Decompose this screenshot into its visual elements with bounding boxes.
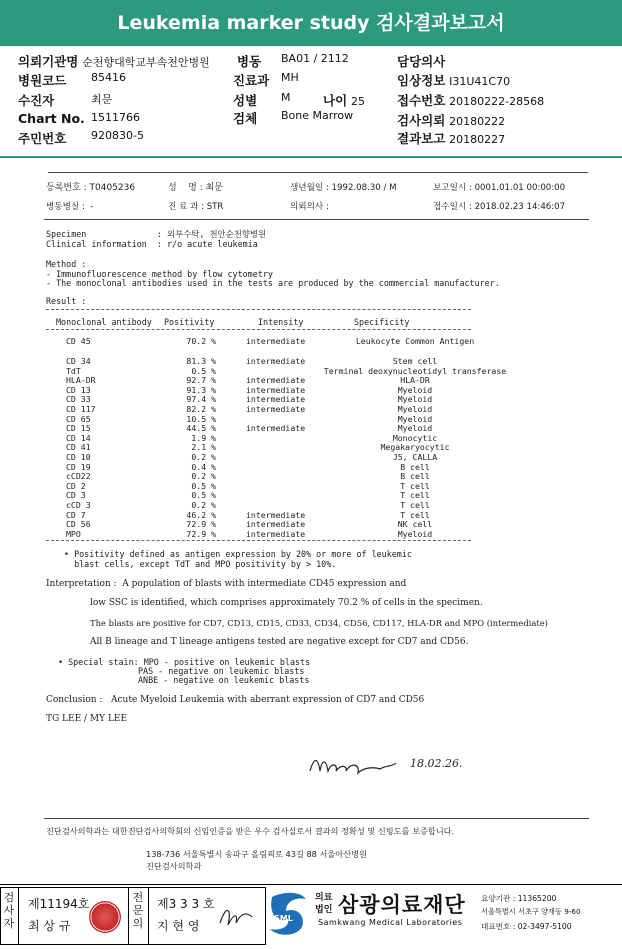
positivity-cell: 91.3 % [186, 384, 216, 395]
specificity-cell: B cell [400, 461, 430, 472]
table-top-rule [46, 309, 471, 310]
antibody-cell: CD 2 [66, 480, 86, 491]
antibody-cell: CD 41 [66, 442, 91, 453]
specificity-cell: T cell [400, 509, 430, 520]
col-header-positivity: Positivity [164, 317, 215, 327]
specificity-cell: B cell [400, 471, 430, 482]
intensity-cell: intermediate [246, 528, 306, 539]
antibody-cell: CD 14 [66, 432, 91, 443]
report-title-banner: Leukemia marker study 검사결과보고서 [0, 0, 622, 46]
doctor-label: 담당의사 [397, 54, 446, 69]
contact-line-2: 서울특별시 서초구 양재동 9-60 [481, 907, 581, 916]
interpretation-4: All B lineage and T lineage antigens tested are negative except for CD7 and CD56. [90, 637, 469, 647]
patient-label: 수진자 [18, 93, 55, 108]
reg-no: 등록번호 : T0405236 [46, 183, 136, 193]
handwritten-signature [308, 753, 398, 779]
positivity-note-1: • Positivity defined as antigen expression by 20% or more of leukemic [64, 549, 412, 559]
intensity-cell: intermediate [246, 375, 306, 386]
sex-label: 성별 [233, 93, 258, 108]
col-header-intensity: Intensity [258, 317, 304, 327]
specificity-cell: Terminal deoxynucleotidyl transferase [323, 365, 507, 376]
lab-report-sheet [28, 163, 596, 836]
specimen-label: 검체 [233, 111, 258, 126]
specificity-cell: Megakaryocytic [380, 442, 450, 453]
positivity-cell: 2.1 % [191, 442, 216, 453]
inspector-label: 검사자 [3, 891, 15, 930]
specificity-cell: Myeloid [397, 528, 433, 539]
patient-name: 성 명 : 최문 [168, 183, 223, 193]
intensity-cell: intermediate [246, 519, 306, 530]
specificity-cell: Myeloid [397, 404, 433, 414]
age-label: 나이 [323, 93, 348, 108]
positivity-cell: 46.2 % [186, 509, 216, 520]
chart-label: Chart No. [18, 111, 85, 126]
request-label: 검사의뢰 [397, 113, 446, 128]
footer-divider-3 [148, 887, 149, 945]
table-bottom-rule [46, 540, 471, 541]
lab-address: 138-736 서울특별시 송파구 올림픽로 43길 88 서울아산병원 [146, 849, 367, 859]
intensity-cell: intermediate [246, 336, 306, 346]
foundation-english: Samkwang Medical Laboratories [318, 918, 463, 927]
specialist-label: 전문의 [132, 891, 144, 930]
positivity-cell: 0.5 % [191, 365, 216, 376]
birth-date: 생년월일 : 1992.08.30 / M [290, 183, 397, 193]
sml-logo-text: SML [274, 914, 293, 923]
clinical-info-field [397, 71, 510, 89]
positivity-cell: 0.4 % [191, 461, 216, 472]
sex-value: M [281, 91, 291, 104]
positivity-cell: 0.2 % [191, 471, 216, 482]
resident-id-field [18, 129, 144, 147]
method-line-1: - Immunofluorescence method by flow cytometry [46, 269, 273, 279]
antibody-cell: CD 33 [66, 394, 91, 405]
special-stain-2: PAS - negative on leukemic blasts [138, 666, 305, 676]
report-label: 결과보고 [397, 131, 446, 146]
interpretation-1: Interpretation : A population of blasts with intermediate CD45 expression and [46, 579, 407, 589]
section-rule [44, 219, 589, 220]
header-rule [48, 172, 588, 173]
clinical-line: Clinical information : r/o acute leukemia [46, 239, 258, 249]
receipt-no-field [397, 91, 544, 109]
antibody-cell: CD 7 [66, 509, 86, 520]
antibody-cell: HLA-DR [66, 375, 96, 386]
positivity-cell: 0.2 % [191, 452, 216, 462]
antibody-cell: CD 15 [66, 423, 91, 434]
specificity-cell: T cell [400, 490, 430, 501]
inspector-name: 최 상 규 [28, 919, 71, 933]
antibody-cell: cCD22 [66, 471, 91, 482]
specificity-cell: Myeloid [397, 413, 433, 424]
age-field [323, 91, 365, 109]
intensity-cell: intermediate [246, 423, 306, 434]
positivity-cell: 72.9 % [186, 519, 216, 530]
positivity-cell: 1.9 % [191, 432, 216, 443]
positivity-cell: 70.2 % [186, 336, 216, 346]
antibody-cell: CD 10 [66, 452, 91, 462]
result-title: Result : [46, 296, 87, 306]
footer-divider [18, 887, 19, 945]
code-value: 85416 [91, 71, 126, 84]
interpretation-3: The blasts are positive for CD7, CD13, CD15, CD33, CD34, CD56, CD117, HLA-DR and MPO (intermediate) [90, 618, 548, 628]
specificity-cell: J5, CALLA [392, 452, 438, 462]
antibody-cell: CD 65 [66, 413, 91, 424]
dept-value: MH [281, 71, 299, 84]
specificity-cell: HLA-DR [400, 375, 430, 386]
chart-no-field [18, 111, 140, 126]
positivity-cell: 0.2 % [191, 500, 216, 510]
interpretation-2: low SSC is identified, which comprises approximately 70.2 % of cells in the specimen. [90, 598, 483, 608]
antibody-cell: CD 117 [66, 404, 96, 414]
sml-logo-icon [266, 889, 310, 939]
patient-name-field [18, 91, 113, 109]
specificity-cell: T cell [400, 480, 430, 491]
positivity-cell: 44.5 % [186, 423, 216, 434]
specificity-cell: Myeloid [397, 384, 433, 395]
contact-line-1: 요양기관 : 11365200 [481, 894, 557, 903]
certification-text: 진단검사의학과는 대한진단검사의학회의 신임인증을 받은 우수 검사실로서 결과의 정확성 및 신빙도를 보증합니다. [46, 826, 455, 836]
specificity-cell: Myeloid [397, 423, 433, 434]
intensity-cell: intermediate [246, 509, 306, 520]
antibody-cell: CD 19 [66, 461, 91, 472]
department: 진 료 과 : STR [168, 202, 224, 212]
code-label: 병원코드 [18, 73, 67, 88]
positivity-cell: 10.5 % [186, 413, 216, 424]
report-datetime: 보고일시 : 0001.01.01 00:00:00 [433, 183, 566, 193]
intensity-cell: intermediate [246, 394, 306, 405]
positivity-cell: 72.9 % [186, 528, 216, 539]
foundation-small-2: 법인 [315, 905, 333, 915]
antibody-cell: CD 3 [66, 490, 86, 501]
inspector-no: 제11194호 [28, 897, 90, 911]
id-label: 주민번호 [18, 131, 67, 146]
specimen-value: Bone Marrow [281, 109, 354, 122]
specificity-cell: Stem cell [392, 356, 438, 366]
id-value: 920830-5 [91, 129, 144, 142]
dept-label: 진료과 [233, 73, 270, 88]
hospital-field [18, 52, 210, 70]
antibody-cell: CD 34 [66, 356, 91, 366]
method-title: Method : [46, 259, 87, 269]
foundation-small-1: 의료 [315, 893, 333, 903]
footer-rule [44, 818, 589, 819]
lab-department: 진단검사의학과 [146, 861, 202, 871]
signers: TG LEE / MY LEE [46, 714, 128, 724]
specificity-cell: Myeloid [397, 394, 433, 405]
specimen-field [233, 109, 354, 127]
chart-value: 1511766 [91, 111, 140, 124]
antibody-cell: TdT [66, 365, 81, 376]
receipt-value: 20180222-28568 [449, 95, 545, 108]
method-line-2: - The monoclonal antibodies used in the tests are produced by the commercial manufacturer. [46, 278, 500, 288]
request-date-field [397, 111, 505, 129]
positivity-cell: 97.4 % [186, 394, 216, 405]
intensity-cell: intermediate [246, 404, 306, 414]
hospital-label: 의뢰기관명 [18, 54, 79, 69]
special-stain-1: • Special stain: MPO - positive on leukemic blasts [58, 657, 311, 667]
patient-value: 최문 [91, 93, 113, 106]
specificity-cell: NK cell [397, 519, 433, 530]
contact-line-3: 대표번호 : 02-3497-5100 [481, 922, 572, 931]
sex-field [233, 91, 291, 109]
positivity-cell: 81.3 % [186, 356, 216, 366]
intensity-cell: intermediate [246, 356, 306, 366]
ordering-doctor: 의뢰의사 : [290, 202, 329, 212]
receipt-label: 접수번호 [397, 93, 446, 108]
specialist-name: 지 현 영 [157, 919, 200, 933]
foundation-name: 삼광의료재단 [338, 893, 466, 917]
receipt-datetime: 접수일시 : 2018.02.23 14:46:07 [433, 202, 566, 212]
ward-room: 병동병실 : - [46, 202, 94, 212]
positivity-note-2: blast cells, except TdT and MPO positivity by > 10%. [64, 559, 337, 569]
hospital-value: 순천향대학교부속천안병원 [82, 56, 210, 69]
report-date-field [397, 129, 505, 147]
specialist-no: 제3 3 3 호 [157, 897, 215, 911]
report-value: 20180227 [449, 133, 506, 146]
specimen-line: Specimen : 외부수탁, 천안순천향병원 [46, 229, 267, 239]
ward-label: 병동 [237, 54, 262, 69]
col-header-specificity: Specificity [354, 317, 410, 327]
positivity-cell: 82.2 % [186, 404, 216, 414]
age-value: 25 [350, 95, 365, 108]
antibody-cell: cCD 3 [66, 500, 91, 510]
signature-date: 18.02.26. [410, 757, 463, 770]
hospital-code-field [18, 71, 126, 89]
antibody-cell: MPO [66, 528, 81, 539]
positivity-cell: 92.7 % [186, 375, 216, 386]
official-seal-icon [89, 901, 121, 933]
special-stain-3: ANBE - negative on leukemic blasts [138, 675, 310, 685]
positivity-cell: 0.5 % [191, 480, 216, 491]
footer-divider-2 [128, 887, 129, 945]
specialist-signature [216, 903, 256, 929]
clinical-value: I31U41C70 [449, 75, 511, 88]
ward-field [237, 52, 349, 70]
doctor-field [397, 52, 445, 70]
antibody-cell: CD 13 [66, 384, 91, 395]
positivity-cell: 0.5 % [191, 490, 216, 501]
patient-info-panel [0, 46, 622, 158]
dept-field [233, 71, 299, 89]
conclusion: Conclusion : Acute Myeloid Leukemia with aberrant expression of CD7 and CD56 [46, 695, 425, 705]
antibody-cell: CD 56 [66, 519, 91, 530]
col-header-antibody: Monoclonal antibody [56, 317, 152, 327]
specificity-cell: T cell [400, 500, 430, 510]
request-value: 20180222 [449, 115, 506, 128]
clinical-label: 임상정보 [397, 73, 446, 88]
ward-value: BA01 / 2112 [281, 52, 349, 65]
table-header-rule [46, 329, 471, 330]
antibody-cell: CD 45 [66, 336, 91, 346]
intensity-cell: intermediate [246, 384, 306, 395]
specificity-cell: Monocytic [392, 432, 438, 443]
specificity-cell: Leukocyte Common Antigen [355, 336, 475, 346]
